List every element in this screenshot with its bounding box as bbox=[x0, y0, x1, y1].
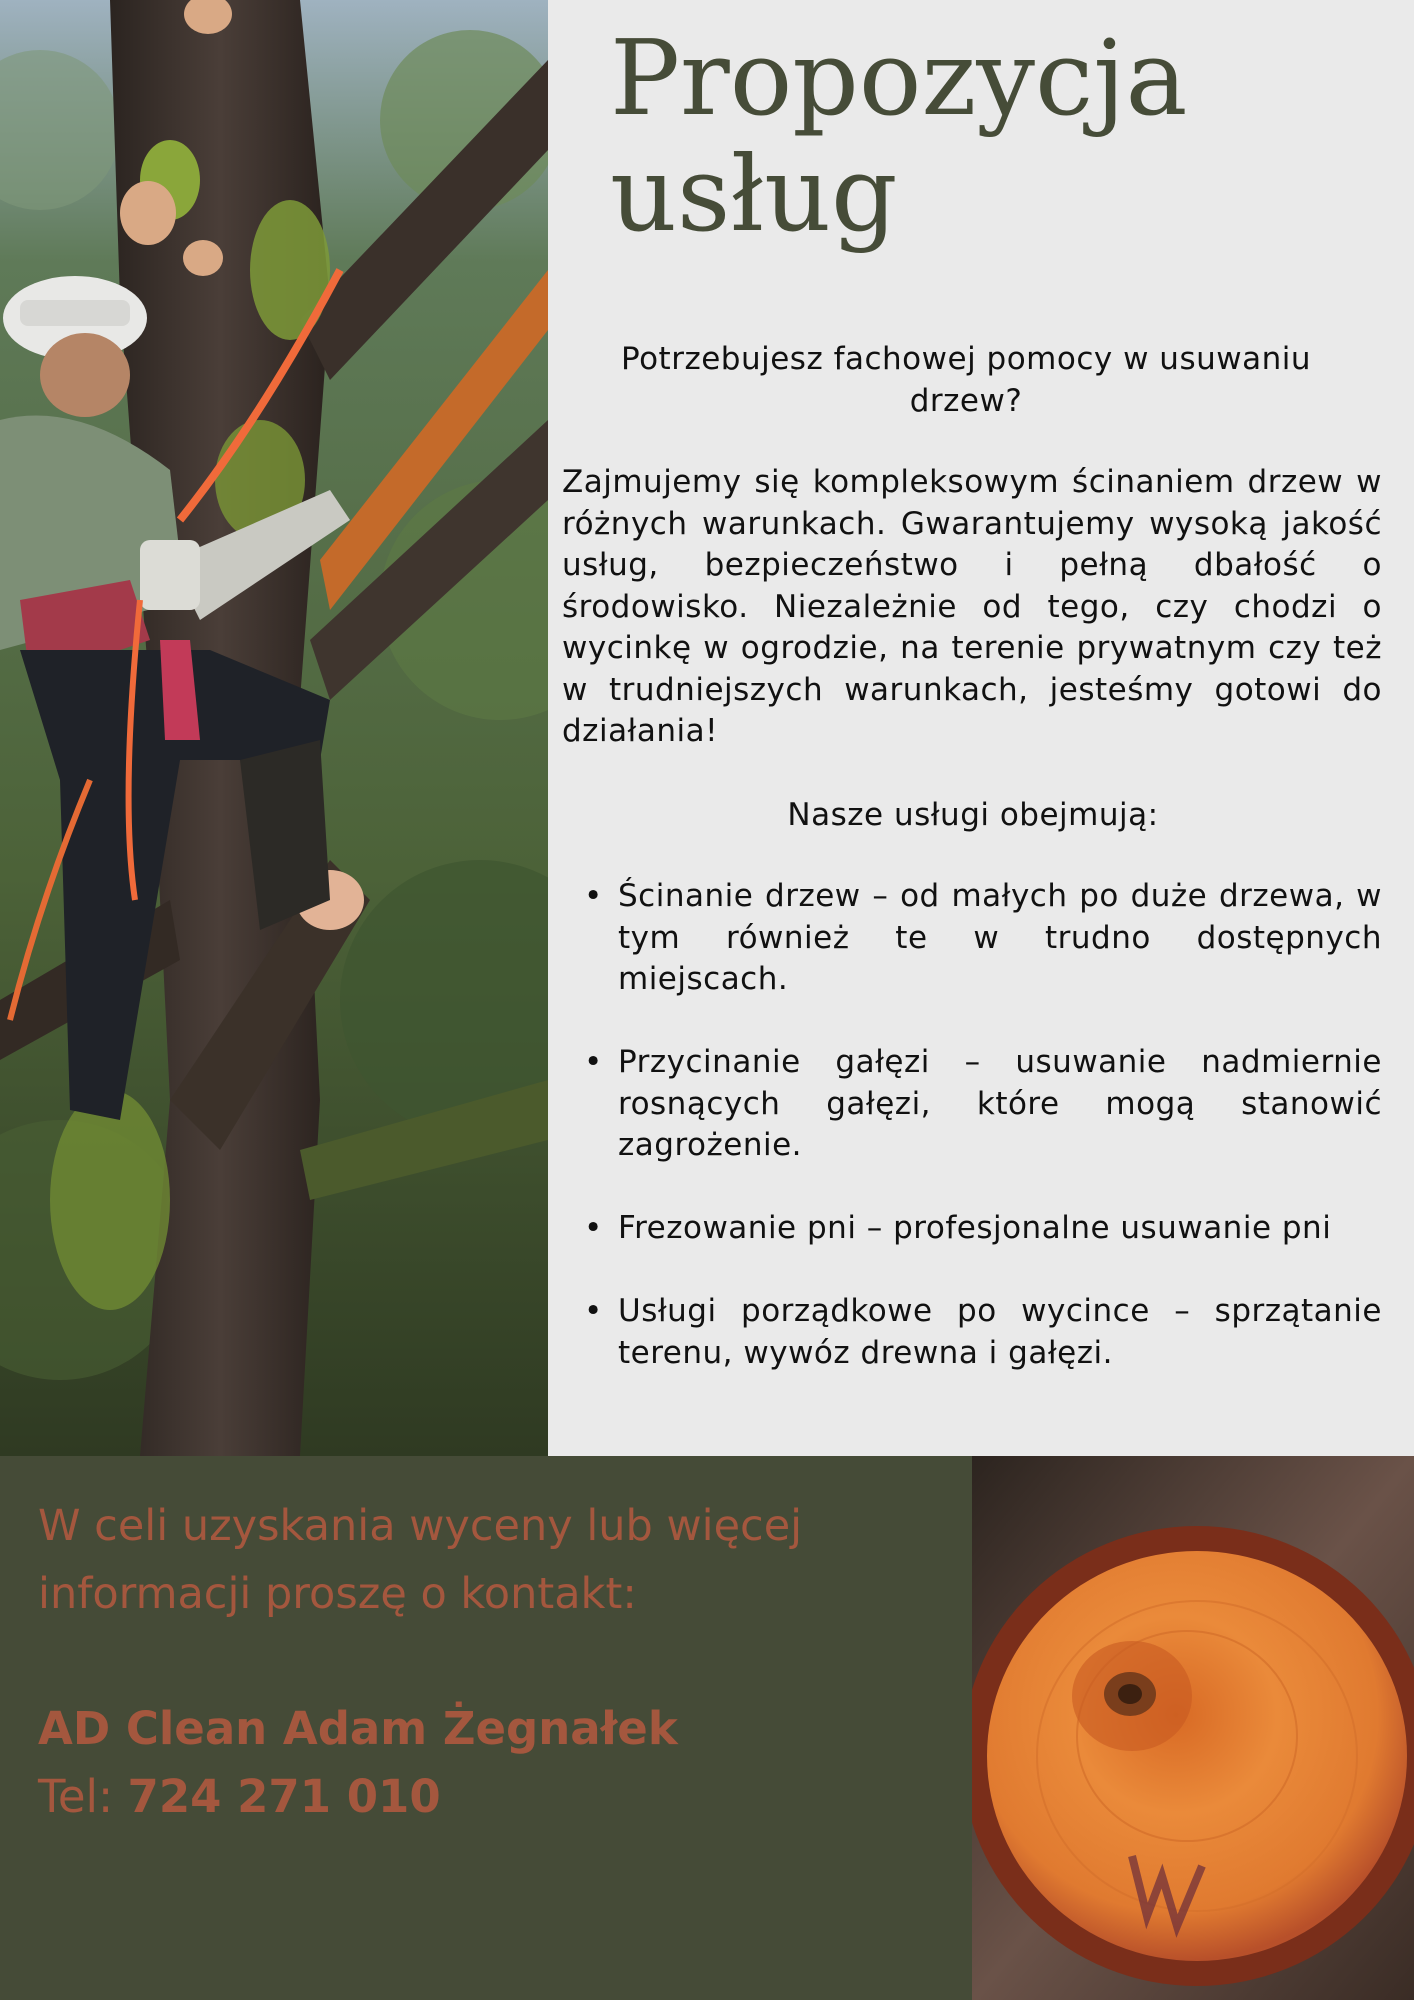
arborist-photo bbox=[0, 0, 548, 1456]
list-item bbox=[584, 876, 1382, 1001]
intro-question: Potrzebujesz fachowej pomocy w usuwaniu drzew? bbox=[620, 341, 1311, 419]
list-item bbox=[584, 1208, 1382, 1250]
services-heading: Nasze usługi obejmują: bbox=[787, 797, 1159, 833]
arborist-photo-illustration bbox=[0, 0, 548, 1456]
contact-text bbox=[38, 1492, 938, 1831]
contact-panel bbox=[0, 1456, 972, 2000]
list-item bbox=[584, 1042, 1382, 1167]
bullet-icon: • bbox=[584, 878, 603, 914]
bullet-icon: • bbox=[584, 1293, 603, 1329]
page-title: Propozycja usług bbox=[610, 17, 1188, 255]
service-text: Ścinanie drzew – od małych po duże drzewa, w tym również te w trudno dostępnych miejscach. bbox=[618, 878, 1382, 997]
bullet-icon: • bbox=[584, 1044, 603, 1080]
contact-cta: W celi uzyskania wyceny lub więcej informacji proszę o kontakt: bbox=[38, 1501, 803, 1619]
intro-paragraph: Zajmujemy się kompleksowym ścinaniem drzew w różnych warunkach. Gwarantujemy wysoką jakość usług, bezpieczeństwo i pełną dbałość o środowisko. Niezależnie od tego, czy chodzi o wycinkę w ogrodzie, na terenie prywatnym czy też w trudniejszych warunkach, jesteśmy gotowi do działania! bbox=[562, 464, 1382, 749]
service-text: Frezowanie pni – profesjonalne usuwanie pni bbox=[618, 1210, 1332, 1246]
phone-line bbox=[38, 1763, 938, 1831]
company-name: AD Clean Adam Żegnałek bbox=[38, 1702, 678, 1755]
service-text: Usługi porządkowe po wycince – sprzątanie terenu, wywóz drewna i gałęzi. bbox=[618, 1293, 1382, 1371]
services-list bbox=[584, 876, 1382, 1416]
service-text: Przycinanie gałęzi – usuwanie nadmiernie rosnących gałęzi, które mogą stanowić zagrożenie. bbox=[618, 1044, 1382, 1163]
phone-number[interactable]: 724 271 010 bbox=[127, 1770, 441, 1823]
list-item bbox=[584, 1291, 1382, 1374]
tree-stump-photo bbox=[972, 1456, 1414, 2000]
tree-stump-illustration bbox=[972, 1456, 1414, 2000]
phone-label: Tel: bbox=[38, 1770, 114, 1823]
bullet-icon: • bbox=[584, 1210, 603, 1246]
services-panel bbox=[548, 0, 1414, 1456]
